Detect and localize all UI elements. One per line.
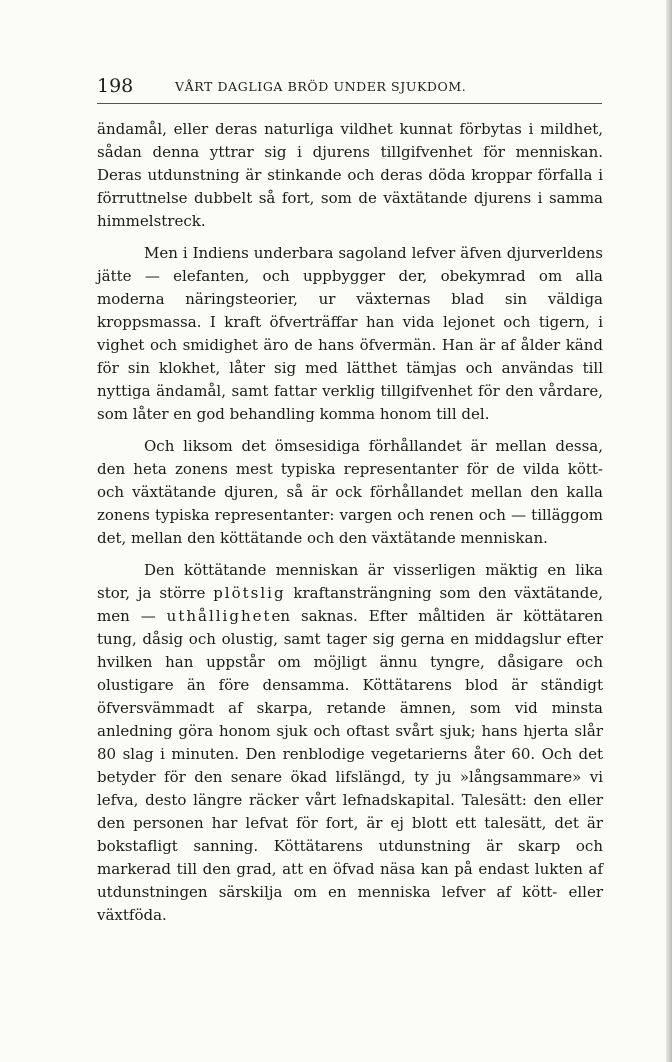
page-header (97, 75, 603, 97)
page-number: 198 (97, 75, 134, 97)
paragraph-4 (97, 559, 603, 927)
emphasis-plotslig: plötslig (213, 584, 286, 602)
page-edge-shadow (666, 0, 672, 1062)
header-rule (97, 103, 602, 104)
paragraph-4-part-1: Den köttätande menniskan är visserligen mäktig en lika stor, ja större (97, 561, 603, 602)
body-text (97, 118, 603, 927)
paragraph-4-part-3: en saknas. Efter måltiden är köttätaren tung, dåsig och olustig, samt tager sig gerna en middagslur efter hvilken han uppstår om möjligt ännu tyngre, dåsigare och olustigare än före densamma. Köttätarens blod är ständigt öfversvämmadt af skarpa, retande ämnen, som vid minsta anledning göra honom sjuk och oftast svårt sjuk; hans hjerta slår 80 slag i minuten. Den renblodige vegetarierns åter 60. Och det betyder för den senare ökad lifslängd, ty ju »långsammare» vi lefva, desto längre räcker vårt lefnadskapital. Talesätt: den eller den personen har lefvat för fort, är ej blott ett talesätt, det är bokstafligt sanning. Köttätarens utdunstning är skarp och markerad till den grad, att en öfvad näsa kan på endast lukten af utdunstningen särskilja om en menniska lefver af kött- eller växtföda. (97, 607, 603, 924)
running-head: VÅRT DAGLIGA BRÖD UNDER SJUKDOM. (175, 79, 467, 94)
paragraph-4-part-2: kraftansträngning som den växtätande, men — (97, 584, 603, 625)
emphasis-uthallighet: uthållighet (166, 607, 272, 625)
paragraph-1: ändamål, eller deras naturliga vildhet kunnat förbytas i mildhet, sådan denna yttrar sig i djurens tillgifvenhet för menniskan. Deras utdunstning är stinkande och deras döda kroppar förfalla i förruttnelse dubbelt så fort, som de växtätande djurens i samma himmelstreck. (97, 120, 603, 230)
paragraph-2: Men i Indiens underbara sagoland lefver äfven djurverldens jätte — elefanten, och uppbygger der, obekymrad om alla moderna näringsteorier, ur växternas blad sin väldiga kroppsmassa. I kraft öfverträffar han vida lejonet och tigern, i vighet och smidighet äro de hans öfvermän. Han är af ålder känd för sin klokhet, låter sig med lätthet tämjas och användas till nyttiga ändamål, samt fattar verklig tillgifvenhet för den vårdare, som låter en god behandling komma honom till del. (97, 244, 603, 423)
paragraph-3: Och liksom det ömsesidiga förhållandet är mellan dessa, den heta zonens mest typiska representanter för de vilda kött- och växtätande djuren, så är ock förhållandet mellan den kalla zonens typiska representanter: vargen och renen och — tilläggom det, mellan den köttätande och den växtätande menniskan. (97, 437, 603, 547)
